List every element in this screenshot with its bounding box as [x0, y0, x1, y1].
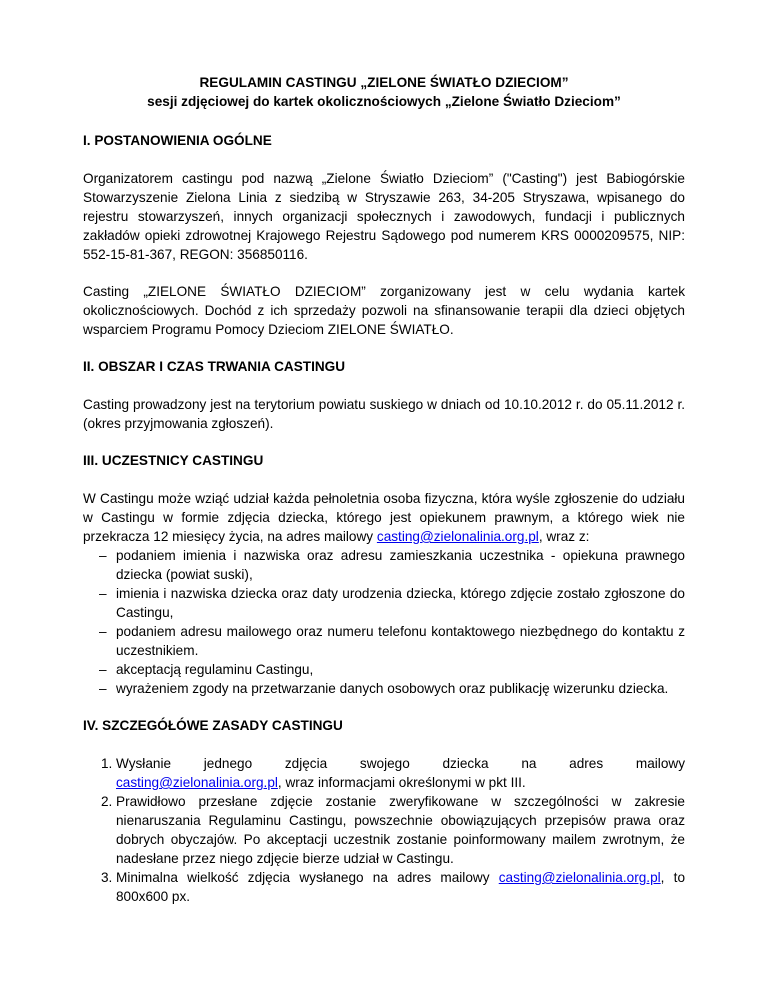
rule-text: Wysłanie jednego zdjęcia swojego dziecka na adres mailowy: [116, 756, 685, 771]
list-item: [83, 868, 685, 906]
list-item: – wyrażeniem zgody na przetwarzanie danych osobowych oraz publikację wizerunku dziecka.: [83, 679, 685, 698]
document-subtitle: sesji zdjęciowej do kartek okolicznościowych „Zielone Światło Dzieciom”: [147, 94, 621, 109]
requirements-list: [83, 546, 685, 698]
rules-list: [83, 754, 685, 906]
section-heading-area-time: II. OBSZAR I CZAS TRWANIA CASTINGU: [83, 359, 346, 374]
list-number: 1.: [101, 756, 113, 771]
document-title: REGULAMIN CASTINGU „ZIELONE ŚWIATŁO DZIECIOM”: [199, 75, 569, 90]
email-link[interactable]: casting@zielonalinia.org.pl: [116, 775, 278, 790]
list-item: [83, 792, 685, 868]
section-heading-participants: III. UCZESTNICY CASTINGU: [83, 453, 264, 468]
list-item: – podaniem adresu mailowego oraz numeru telefonu kontaktowego niezbędnego do kontaktu z uczestnikiem.: [83, 622, 685, 660]
section-heading-general: I. POSTANOWIENIA OGÓLNE: [83, 133, 272, 148]
email-link[interactable]: casting@zielonalinia.org.pl: [498, 870, 661, 885]
paragraph-area-time: Casting prowadzony jest na terytorium powiatu suskiego w dniach od 10.10.2012 r. do 05.11.2012 r. (okres przyjmowania zgłoszeń).: [83, 397, 685, 431]
paragraph-participants: [83, 489, 685, 546]
list-item: – podaniem imienia i nazwiska oraz adresu zamieszkania uczestnika - opiekuna prawnego dziecka (powiat suski),: [83, 546, 685, 584]
paragraph-organizer: Organizatorem castingu pod nazwą „Zielone Światło Dzieciom” ("Casting") jest Babiogórskie Stowarzyszenie Zielona Linia z siedzibą w Stryszawie 263, 34-205 Stryszawa, wpisanego do rejestru stowarzyszeń, innych organizacji społecznych i zawodowych, fundacji i publicznych zakładów opieki zdrowotnej Krajowego Rejestru Sądowego pod numerem KRS 0000209575, NIP: 552-15-81-367, REGON: 356850116.: [83, 171, 685, 262]
rule-text-end: , to 800x600 px.: [116, 870, 686, 904]
list-number: 2.: [101, 794, 113, 809]
participants-text: W Castingu może wziąć udział każda pełnoletnia osoba fizyczna, która wyśle zgłoszenie do udziału w Castingu w formie zdjęcia dziecka, którego jest opiekunem prawnym, a którego wiek nie przekracza 12 miesięcy życia, na adres mailowy: [83, 491, 685, 544]
list-number: 3.: [101, 870, 113, 885]
email-link[interactable]: casting@zielonalinia.org.pl: [376, 529, 539, 544]
list-item: – imienia i nazwiska dziecka oraz daty urodzenia dziecka, którego zdjęcie zostało zgłoszone do Castingu,: [83, 584, 685, 622]
list-item: [83, 754, 685, 792]
section-heading-rules: IV. SZCZEGÓŁÓWE ZASADY CASTINGU: [83, 718, 343, 733]
rule-text: Prawidłowo przesłane zdjęcie zostanie zweryfikowane w szczególności w zakresie nienaruszania Regulaminu Castingu, powszechnie obowiązujących przepisów prawa oraz dobrych obyczajów. Po akceptacji uczestnik zostanie poinformowany mailem zwrotnym, że nadesłane przez niego zdjęcie bierze udział w Castingu.: [116, 794, 685, 866]
rule-text-end: , wraz informacjami określonymi w pkt III.: [277, 775, 526, 790]
rule-text: Minimalna wielkość zdjęcia wysłanego na adres mailowy: [116, 870, 499, 885]
participants-text-end: , wraz z:: [538, 529, 590, 544]
paragraph-purpose: Casting „ZIELONE ŚWIATŁO DZIECIOM” zorganizowany jest w celu wydania kartek okolicznościowych. Dochód z ich sprzedaży pozwoli na sfinansowanie terapii dla dzieci objętych wsparciem Programu Pomocy Dzieciom ZIELONE ŚWIATŁO.: [83, 284, 685, 337]
rule-text-cont: [116, 773, 685, 792]
list-item: – akceptacją regulaminu Castingu,: [83, 660, 685, 679]
